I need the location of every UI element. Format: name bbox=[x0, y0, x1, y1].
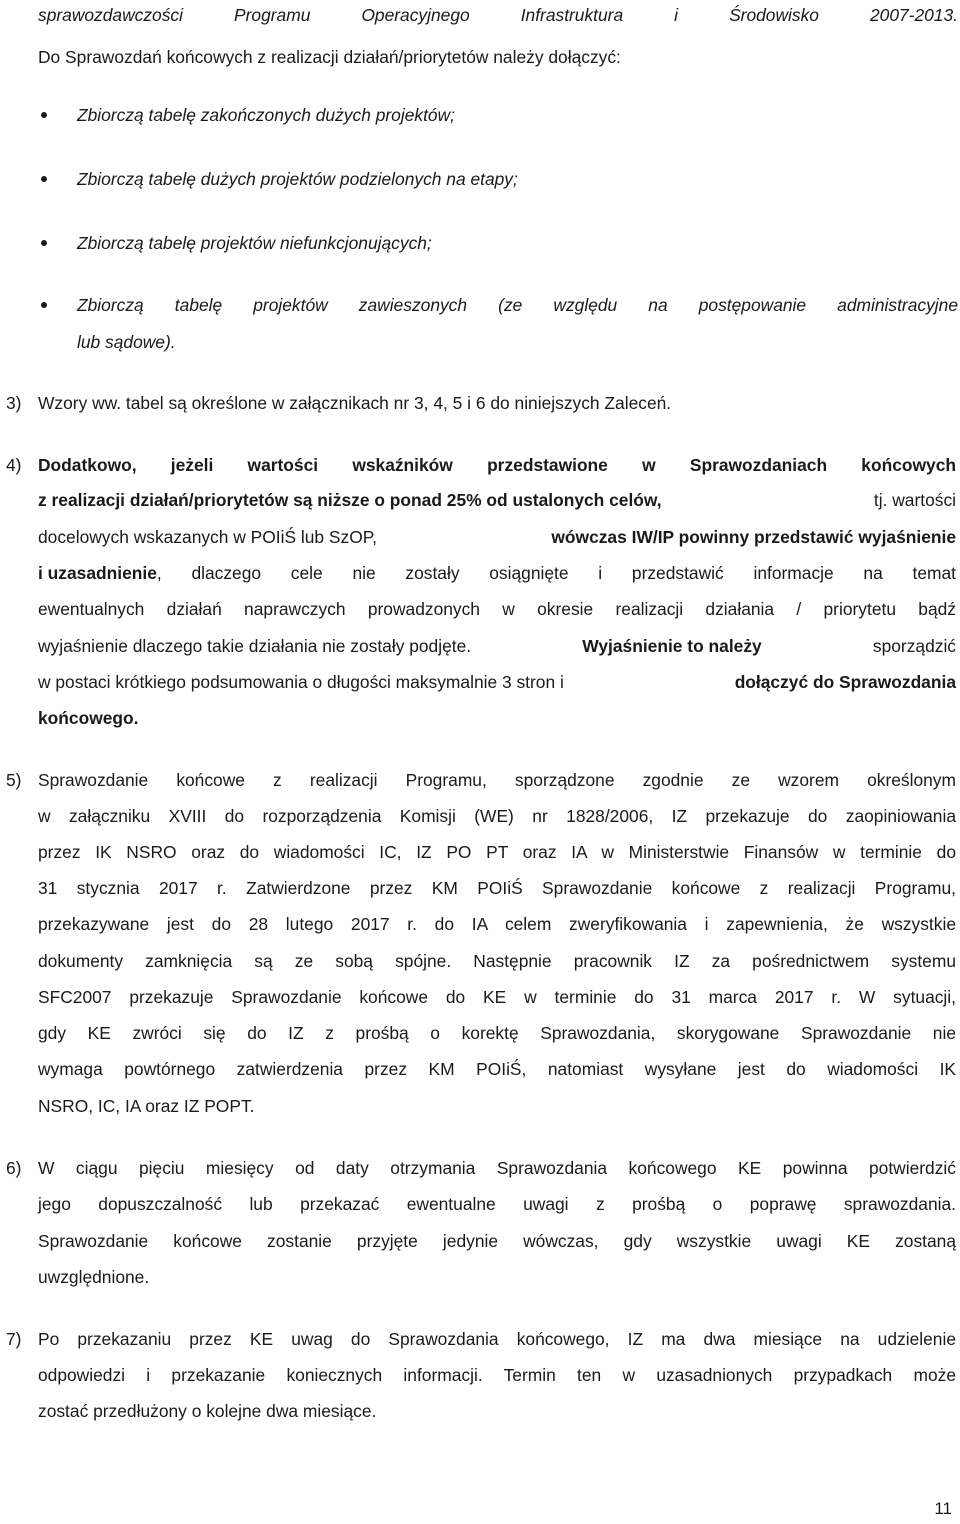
item-5-line: SFC2007 przekazuje Sprawozdanie końcowe do KE w terminie do 31 marca 2017 r. W sytuacji, bbox=[38, 987, 956, 1007]
bullet-item: Zbiorczą tabelę zakończonych dużych projektów; bbox=[77, 105, 455, 125]
item-5-line: dokumenty zamknięcia są ze sobą spójne. Następnie pracownik IZ za pośrednictwem systemu bbox=[38, 951, 956, 971]
item-4-line-4 bbox=[38, 562, 956, 584]
item-4-line-6-regular: wyjaśnienie dlaczego takie działania nie zostały podjęte. bbox=[38, 636, 472, 656]
item-7-line: Po przekazaniu przez KE uwag do Sprawozdania końcowego, IZ ma dwa miesiące na udzielenie bbox=[38, 1329, 956, 1349]
bullet-icon bbox=[41, 302, 47, 308]
item-4-line-6 bbox=[38, 635, 956, 657]
item-4-line-3 bbox=[38, 526, 956, 548]
item-4-line-3-bold: wówczas IW/IP powinny przedstawić wyjaśnienie bbox=[551, 527, 956, 547]
item-4-line-1: Dodatkowo, jeżeli wartości wskaźników przedstawione w Sprawozdaniach końcowych bbox=[38, 455, 956, 475]
bullet-icon bbox=[41, 112, 47, 118]
item-4-line-2-bold: z realizacji działań/priorytetów są niższe o ponad 25% od ustalonych celów, bbox=[38, 490, 662, 510]
item-7-line: odpowiedzi i przekazanie koniecznych informacji. Termin ten w uzasadnionych przypadkach może bbox=[38, 1365, 956, 1385]
bullet-icon bbox=[41, 240, 47, 246]
item-6-line: W ciągu pięciu miesięcy od daty otrzymania Sprawozdania końcowego KE powinna potwierdzić bbox=[38, 1158, 956, 1178]
page-number: 11 bbox=[934, 1499, 952, 1518]
item-6-line: uwzględnione. bbox=[38, 1267, 150, 1287]
item-5-line: Sprawozdanie końcowe z realizacji Programu, sporządzone zgodnie ze wzorem określonym bbox=[38, 770, 956, 790]
bullet-item: Zbiorczą tabelę projektów zawieszonych (ze względu na postępowanie administracyjne bbox=[77, 295, 958, 315]
item-4-line-7 bbox=[38, 671, 956, 693]
item-5-line: NSRO, IC, IA oraz IZ POPT. bbox=[38, 1096, 255, 1116]
item-5-line: gdy KE zwróci się do IZ z prośbą o korektę Sprawozdania, skorygowane Sprawozdanie nie bbox=[38, 1023, 956, 1043]
item-4-line-6-bold: Wyjaśnienie to należy bbox=[582, 636, 762, 656]
item-5-line: wymaga powtórnego zatwierdzenia przez KM POIiŚ, natomiast wysyłane jest do wiadomości IK bbox=[38, 1059, 956, 1079]
item-number: 6) bbox=[6, 1158, 22, 1178]
bullet-icon bbox=[41, 176, 47, 182]
item-5-line: przez IK NSRO oraz do wiadomości IC, IZ PO PT oraz IA w Ministerstwie Finansów w terminie do bbox=[38, 842, 956, 862]
item-6-line: Sprawozdanie końcowe zostanie przyjęte jedynie wówczas, gdy wszystkie uwagi KE zostaną bbox=[38, 1231, 956, 1251]
item-4-line-7-bold: dołączyć do Sprawozdania bbox=[734, 672, 956, 692]
item-4-line-2 bbox=[38, 489, 956, 511]
item-4-line-7-regular: w postaci krótkiego podsumowania o długości maksymalnie 3 stron i bbox=[38, 672, 564, 692]
intro-line-1: sprawozdawczości Programu Operacyjnego Infrastruktura i Środowisko 2007-2013. bbox=[38, 5, 958, 25]
bullet-item: Zbiorczą tabelę dużych projektów podzielonych na etapy; bbox=[77, 169, 518, 189]
item-5-line: 31 stycznia 2017 r. Zatwierdzone przez KM POIiŚ Sprawozdanie końcowe z realizacji Programu, bbox=[38, 878, 956, 898]
item-4-line-5: ewentualnych działań naprawczych prowadzonych w okresie realizacji działania / priorytetu bądź bbox=[38, 599, 956, 619]
item-4-line-6-end: sporządzić bbox=[872, 636, 956, 656]
item-4-line-4-regular: , dlaczego cele nie zostały osiągnięte i przedstawić informacje na temat bbox=[156, 563, 956, 583]
intro-line-2: Do Sprawozdań końcowych z realizacji działań/priorytetów należy dołączyć: bbox=[38, 47, 621, 67]
item-number: 7) bbox=[6, 1329, 22, 1349]
item-4-line-8: końcowego. bbox=[38, 708, 139, 728]
item-number: 5) bbox=[6, 770, 22, 790]
item-3-text: Wzory ww. tabel są określone w załącznikach nr 3, 4, 5 i 6 do niniejszych Zaleceń. bbox=[38, 393, 672, 413]
item-4-line-3-regular: docelowych wskazanych w POIiŚ lub SzOP, bbox=[38, 527, 377, 547]
item-number: 4) bbox=[6, 455, 22, 475]
item-5-line: przekazywane jest do 28 lutego 2017 r. do IA celem zweryfikowania i zapewnienia, że wszystkie bbox=[38, 914, 956, 934]
item-7-line: zostać przedłużony o kolejne dwa miesiące. bbox=[38, 1401, 377, 1421]
bullet-item: Zbiorczą tabelę projektów niefunkcjonujących; bbox=[77, 233, 432, 253]
item-4-line-2-regular: tj. wartości bbox=[873, 490, 956, 510]
item-6-line: jego dopuszczalność lub przekazać ewentualne uwagi z prośbą o poprawę sprawozdania. bbox=[38, 1194, 956, 1214]
bullet-item-continuation: lub sądowe). bbox=[77, 332, 176, 352]
item-number: 3) bbox=[6, 393, 22, 413]
item-5-line: w załączniku XVIII do rozporządzenia Komisji (WE) nr 1828/2006, IZ przekazuje do zaopiniowania bbox=[38, 806, 956, 826]
item-4-line-4-bold: i uzasadnienie bbox=[38, 563, 157, 583]
